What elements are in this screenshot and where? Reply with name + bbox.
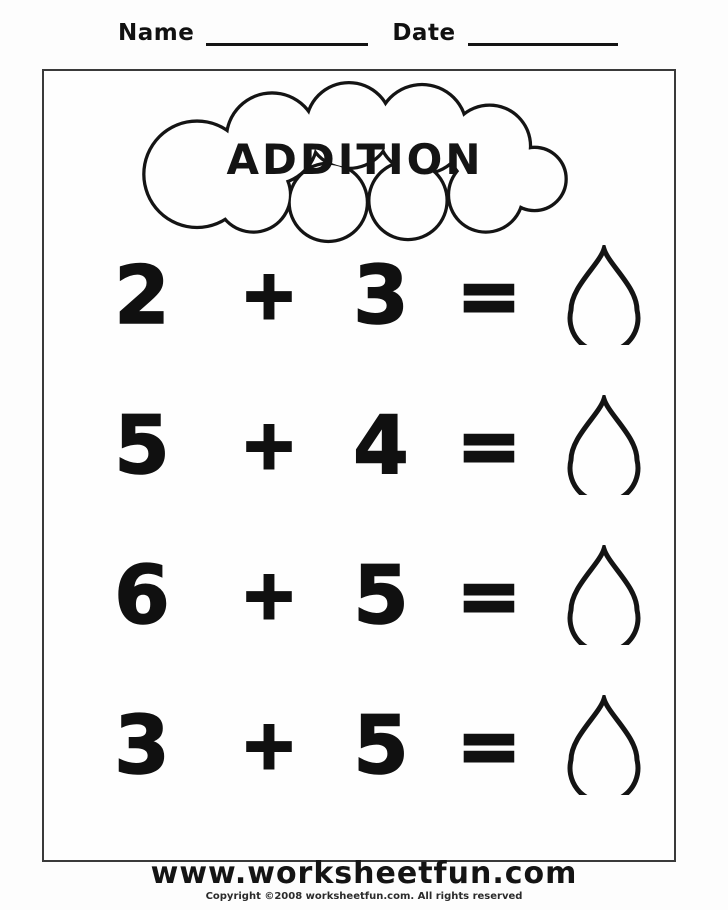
answer-raindrop[interactable]	[562, 693, 646, 797]
problem-row	[44, 543, 678, 647]
answer-raindrop[interactable]	[562, 543, 646, 647]
addend-1: 5	[114, 398, 170, 492]
addend-2: 5	[353, 698, 409, 792]
worksheet-title: ADDITION	[226, 135, 484, 184]
name-date-header	[118, 20, 618, 48]
problem-row	[44, 693, 678, 797]
problem-row	[44, 393, 678, 497]
raindrop-icon	[564, 395, 644, 495]
worksheet-frame	[42, 69, 676, 862]
name-label: Name	[118, 20, 195, 46]
website-url: www.worksheetfun.com	[150, 856, 578, 891]
raindrop-icon	[564, 695, 644, 795]
answer-raindrop[interactable]	[562, 243, 646, 347]
name-blank-line[interactable]	[206, 21, 368, 46]
raindrop-icon	[564, 545, 644, 645]
footer	[0, 858, 728, 902]
addend-1: 3	[114, 698, 170, 792]
equals-sign: =	[457, 550, 521, 640]
plus-operator: +	[240, 255, 298, 335]
raindrop-icon	[564, 245, 644, 345]
answer-raindrop[interactable]	[562, 393, 646, 497]
addend-2: 4	[353, 398, 409, 492]
title-cloud	[120, 73, 590, 253]
addend-2: 5	[353, 548, 409, 642]
addend-1: 2	[114, 248, 170, 342]
equals-sign: =	[457, 250, 521, 340]
plus-operator: +	[240, 705, 298, 785]
addend-2: 3	[353, 248, 409, 342]
equals-sign: =	[457, 400, 521, 490]
plus-operator: +	[240, 405, 298, 485]
date-blank-line[interactable]	[468, 21, 618, 46]
date-label: Date	[392, 20, 456, 46]
plus-operator: +	[240, 555, 298, 635]
copyright-text: Copyright ©2008 worksheetfun.com. All rights reserved	[205, 890, 523, 902]
equals-sign: =	[457, 700, 521, 790]
problem-row	[44, 243, 678, 347]
addend-1: 6	[114, 548, 170, 642]
